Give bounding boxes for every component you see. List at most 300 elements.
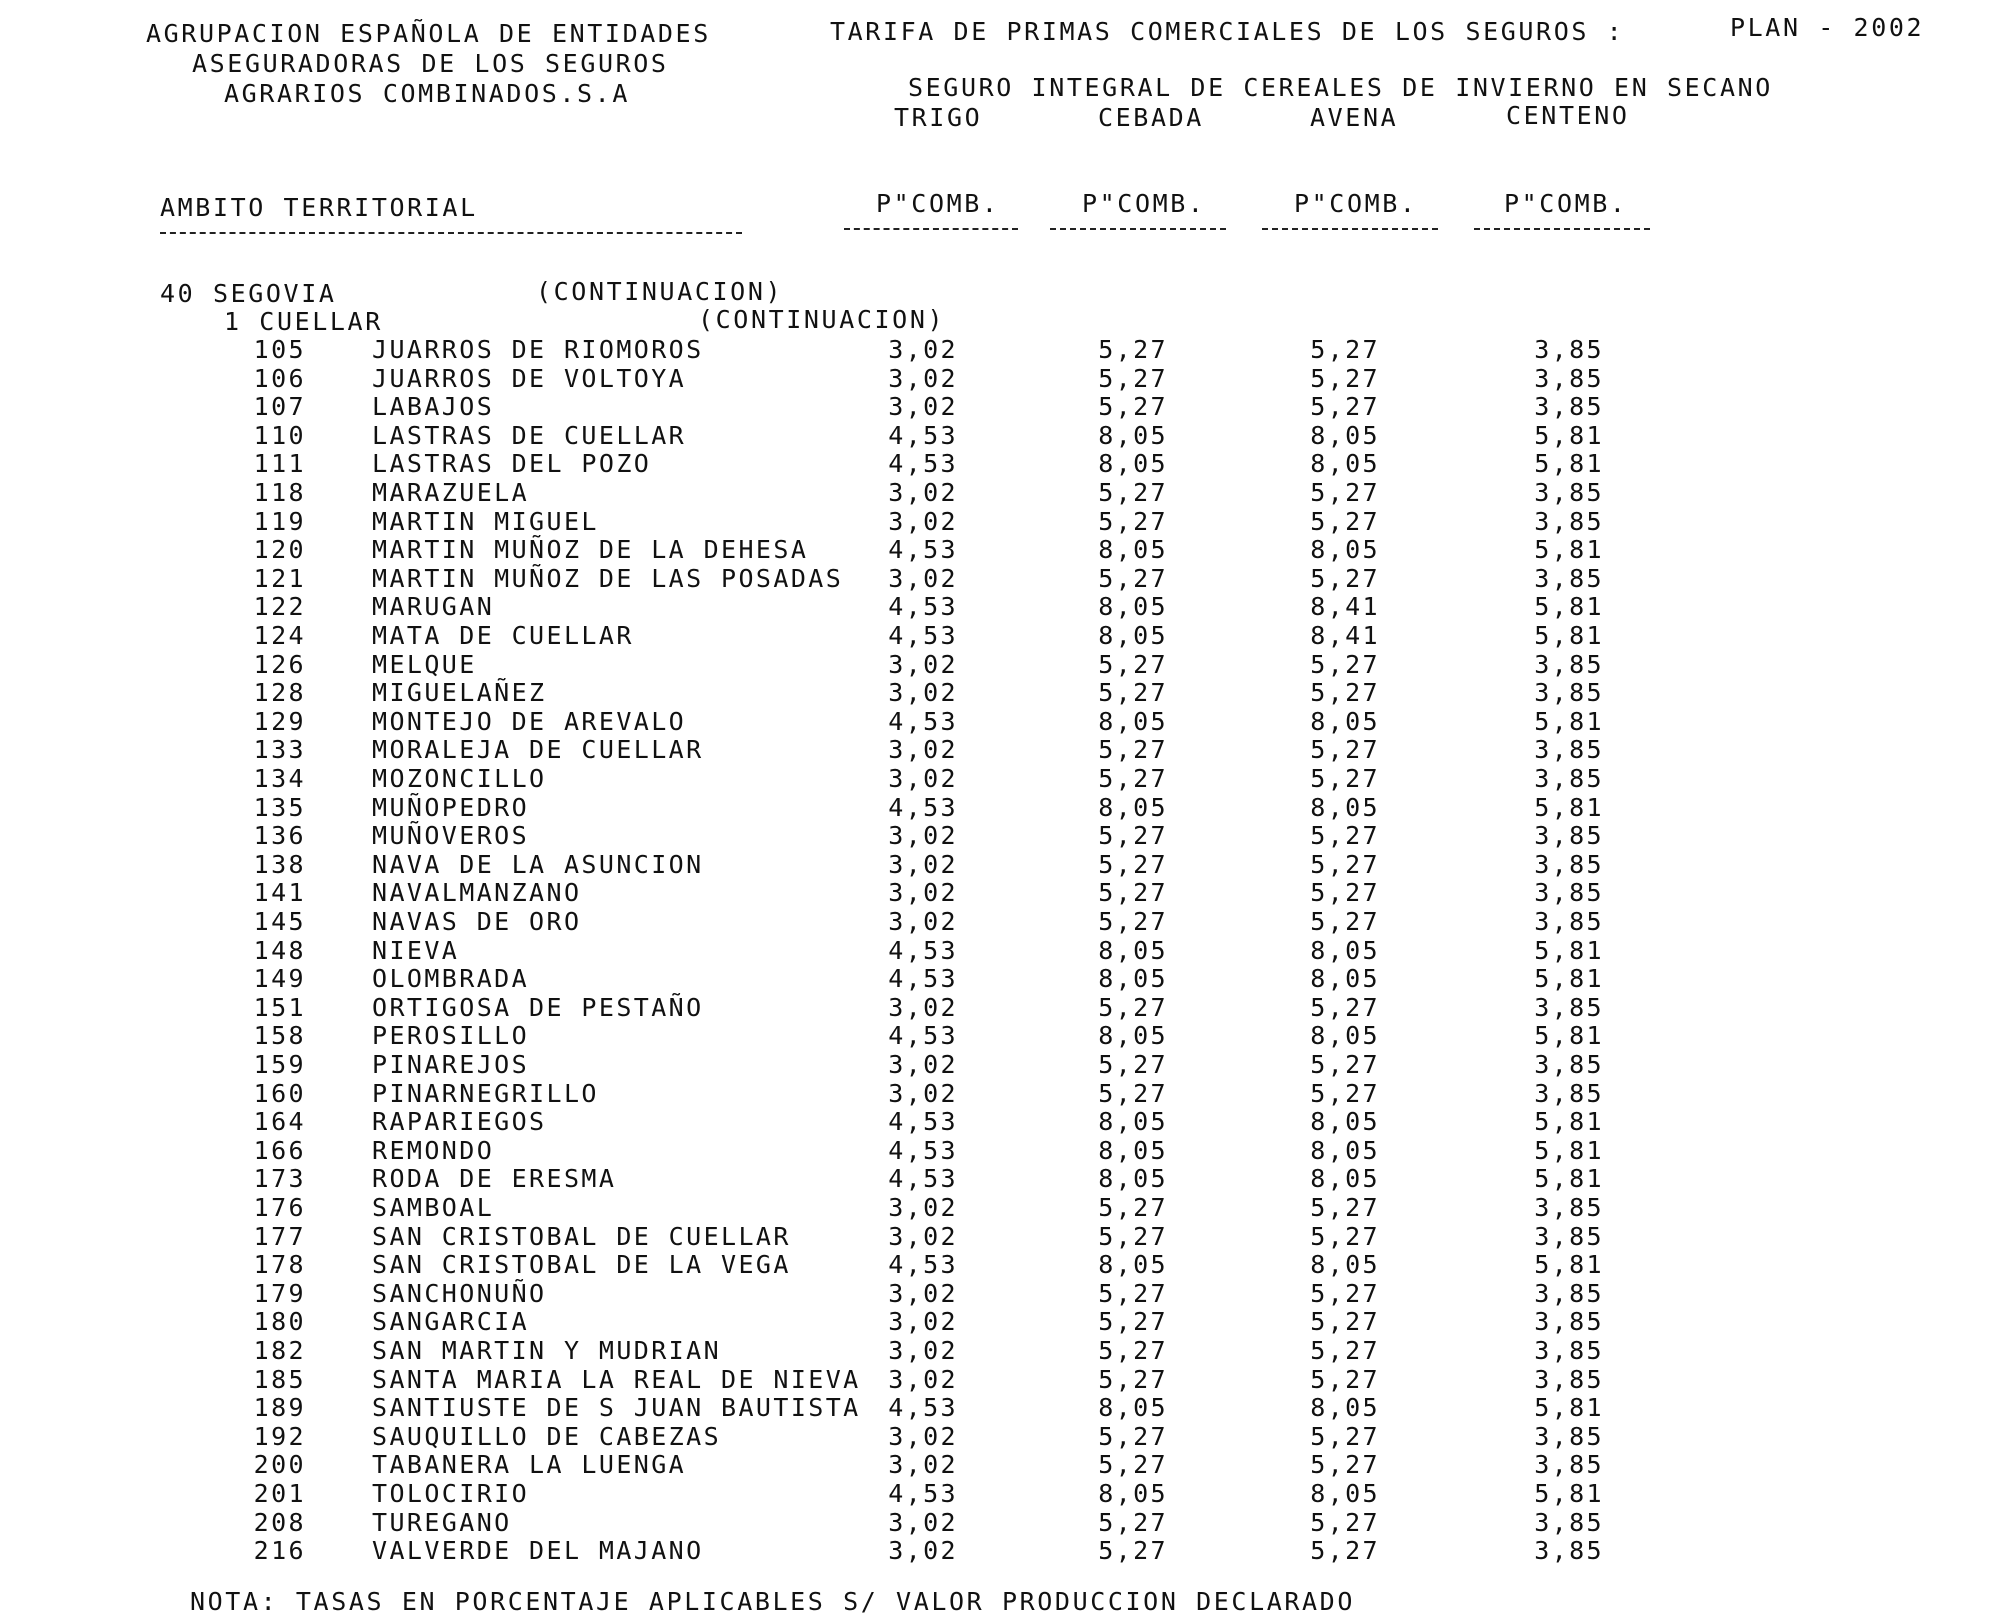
rate-centeno: 5,81	[1534, 535, 1604, 565]
rate-avena: 8,05	[1310, 792, 1380, 822]
rate-cebada: 8,05	[1098, 792, 1168, 822]
rate-trigo: 4,53	[888, 1164, 958, 1194]
rate-avena: 5,27	[1310, 1450, 1380, 1480]
rate-trigo: 3,02	[888, 1507, 958, 1537]
rate-avena: 5,27	[1310, 478, 1380, 507]
rate-centeno: 5,81	[1534, 1393, 1604, 1423]
rate-avena: 5,27	[1310, 392, 1380, 422]
rate-centeno: 5,81	[1534, 621, 1604, 650]
rate-centeno: 5,81	[1534, 1479, 1604, 1508]
tarifa-title: TARIFA DE PRIMAS COMERCIALES DE LOS SEGUROS :	[830, 17, 1625, 46]
rate-trigo: 4,53	[888, 449, 958, 479]
rate-centeno: 3,85	[1534, 363, 1604, 393]
rate-centeno: 3,85	[1534, 1421, 1604, 1451]
municipality-code: 173	[253, 1164, 306, 1194]
rate-cebada: 8,05	[1098, 706, 1168, 736]
municipality-code: 110	[253, 420, 306, 450]
municipality-name: VALVERDE DEL MAJANO	[372, 1536, 704, 1566]
rate-cebada: 5,27	[1098, 506, 1168, 536]
rate-trigo: 4,53	[888, 1250, 958, 1280]
municipality-code: 118	[253, 478, 306, 507]
rate-avena: 5,27	[1310, 1364, 1380, 1394]
rate-trigo: 3,02	[888, 1450, 958, 1480]
table-row	[0, 794, 2000, 823]
rate-cebada: 5,27	[1098, 1193, 1168, 1222]
ambito-header: AMBITO TERRITORIAL	[160, 193, 478, 222]
table-row	[0, 1223, 2000, 1252]
rate-cebada: 8,05	[1098, 535, 1168, 565]
municipality-code: 185	[253, 1364, 306, 1394]
crop-trigo: TRIGO	[894, 103, 983, 132]
municipality-name: NAVAS DE ORO	[372, 907, 582, 936]
rate-avena: 5,27	[1310, 335, 1380, 364]
rate-centeno: 3,85	[1534, 849, 1604, 879]
municipality-name: RAPARIEGOS	[372, 1107, 547, 1137]
municipality-code: 164	[253, 1107, 306, 1137]
rate-cebada: 5,27	[1098, 1364, 1168, 1394]
municipality-name: MUÑOPEDRO	[372, 792, 530, 822]
rate-centeno: 5,81	[1534, 792, 1604, 822]
rate-avena: 8,05	[1310, 1164, 1380, 1194]
municipality-name: JUARROS DE VOLTOYA	[372, 363, 687, 393]
rate-trigo: 3,02	[888, 649, 958, 679]
rate-avena: 8,05	[1310, 706, 1380, 736]
municipality-code: 160	[253, 1078, 306, 1108]
rate-cebada: 8,05	[1098, 420, 1168, 450]
rate-centeno: 3,85	[1534, 678, 1604, 708]
rate-centeno: 3,85	[1534, 1336, 1604, 1365]
rate-trigo: 4,53	[888, 706, 958, 736]
rate-avena: 5,27	[1310, 1193, 1380, 1222]
municipality-code: 120	[253, 535, 306, 565]
rate-trigo: 3,02	[888, 1336, 958, 1365]
municipality-code: 122	[253, 592, 306, 622]
rate-cebada: 8,05	[1098, 1479, 1168, 1508]
rate-trigo: 4,53	[888, 1135, 958, 1165]
plan-label: PLAN - 2002	[1730, 13, 1925, 42]
rate-cebada: 5,27	[1098, 678, 1168, 708]
pcomb-header-trigo: P"COMB.	[876, 189, 1000, 218]
municipality-code: 126	[253, 649, 306, 679]
municipality-name: TOLOCIRIO	[372, 1479, 530, 1508]
table-row	[0, 1051, 2000, 1080]
rate-avena: 8,05	[1310, 535, 1380, 565]
table-row	[0, 1165, 2000, 1194]
table-row	[0, 822, 2000, 851]
municipality-code: 201	[253, 1479, 306, 1508]
table-row	[0, 336, 2000, 365]
rate-cebada: 5,27	[1098, 821, 1168, 851]
rate-trigo: 4,53	[888, 935, 958, 965]
rate-avena: 5,27	[1310, 735, 1380, 765]
municipality-code: 133	[253, 735, 306, 765]
municipality-code: 179	[253, 1278, 306, 1308]
municipality-name: REMONDO	[372, 1135, 495, 1165]
rate-avena: 8,41	[1310, 621, 1380, 650]
municipality-code: 121	[253, 563, 306, 593]
rate-trigo: 3,02	[888, 478, 958, 507]
rate-cebada: 8,05	[1098, 1393, 1168, 1423]
municipality-code: 136	[253, 821, 306, 851]
municipality-name: NAVA DE LA ASUNCION	[372, 849, 704, 879]
rate-centeno: 3,85	[1534, 1307, 1604, 1337]
municipality-name: LASTRAS DEL POZO	[372, 449, 652, 479]
municipality-name: PEROSILLO	[372, 1021, 530, 1051]
rate-trigo: 3,02	[888, 878, 958, 908]
rate-cebada: 5,27	[1098, 563, 1168, 593]
rate-centeno: 5,81	[1534, 1250, 1604, 1280]
table-row	[0, 450, 2000, 479]
rate-centeno: 5,81	[1534, 1164, 1604, 1194]
province-label: 40 SEGOVIA	[160, 279, 337, 308]
table-row	[0, 422, 2000, 451]
rate-avena: 5,27	[1310, 849, 1380, 879]
rate-trigo: 3,02	[888, 992, 958, 1022]
rate-avena: 5,27	[1310, 678, 1380, 708]
rate-cebada: 5,27	[1098, 878, 1168, 908]
rate-centeno: 3,85	[1534, 907, 1604, 936]
province-continuation: (CONTINUACION)	[536, 277, 784, 306]
rate-cebada: 5,27	[1098, 1536, 1168, 1566]
rate-avena: 8,05	[1310, 1393, 1380, 1423]
rate-avena: 8,05	[1310, 449, 1380, 479]
municipality-name: TABANERA LA LUENGA	[372, 1450, 687, 1480]
table-row	[0, 1451, 2000, 1480]
rate-centeno: 3,85	[1534, 335, 1604, 364]
rate-centeno: 5,81	[1534, 420, 1604, 450]
municipality-code: 107	[253, 392, 306, 422]
municipality-code: 141	[253, 878, 306, 908]
rate-avena: 5,27	[1310, 1221, 1380, 1251]
rate-cebada: 8,05	[1098, 1250, 1168, 1280]
municipality-name: MELQUE	[372, 649, 477, 679]
rate-centeno: 3,85	[1534, 1193, 1604, 1222]
crop-avena: AVENA	[1310, 103, 1399, 132]
municipality-name: PINARNEGRILLO	[372, 1078, 599, 1108]
rate-centeno: 3,85	[1534, 1450, 1604, 1480]
rate-trigo: 3,02	[888, 363, 958, 393]
municipality-name: MARTIN MUÑOZ DE LAS POSADAS	[372, 563, 844, 593]
municipality-name: MIGUELAÑEZ	[372, 678, 547, 708]
rate-trigo: 3,02	[888, 506, 958, 536]
rate-trigo: 3,02	[888, 735, 958, 765]
municipality-code: 176	[253, 1193, 306, 1222]
rate-centeno: 5,81	[1534, 1135, 1604, 1165]
rate-centeno: 3,85	[1534, 1507, 1604, 1537]
pcomb-underline-cebada	[1050, 228, 1226, 230]
rate-trigo: 4,53	[888, 621, 958, 650]
table-row	[0, 593, 2000, 622]
table-row	[0, 937, 2000, 966]
table-row	[0, 708, 2000, 737]
rate-cebada: 5,27	[1098, 1450, 1168, 1480]
rate-centeno: 3,85	[1534, 1221, 1604, 1251]
table-row	[0, 679, 2000, 708]
rate-centeno: 3,85	[1534, 563, 1604, 593]
rate-cebada: 5,27	[1098, 1078, 1168, 1108]
rate-centeno: 3,85	[1534, 1536, 1604, 1566]
municipality-name: SANCHONUÑO	[372, 1278, 547, 1308]
rate-avena: 5,27	[1310, 563, 1380, 593]
table-row	[0, 393, 2000, 422]
table-row	[0, 1308, 2000, 1337]
rate-trigo: 3,02	[888, 1221, 958, 1251]
rate-avena: 5,27	[1310, 1278, 1380, 1308]
municipality-code: 128	[253, 678, 306, 708]
rate-avena: 8,05	[1310, 1021, 1380, 1051]
rate-cebada: 8,05	[1098, 1021, 1168, 1051]
table-row	[0, 1509, 2000, 1538]
rate-cebada: 5,27	[1098, 363, 1168, 393]
rate-cebada: 5,27	[1098, 649, 1168, 679]
rate-avena: 5,27	[1310, 1421, 1380, 1451]
pcomb-underline-trigo	[844, 228, 1018, 230]
seguro-title: SEGURO INTEGRAL DE CEREALES DE INVIERNO EN SECANO	[908, 73, 1773, 102]
rate-trigo: 4,53	[888, 1107, 958, 1137]
municipality-name: SAN CRISTOBAL DE LA VEGA	[372, 1250, 791, 1280]
rate-centeno: 3,85	[1534, 1364, 1604, 1394]
rate-cebada: 5,27	[1098, 1307, 1168, 1337]
table-row	[0, 651, 2000, 680]
municipality-code: 182	[253, 1336, 306, 1365]
rate-centeno: 3,85	[1534, 1078, 1604, 1108]
rate-avena: 5,27	[1310, 992, 1380, 1022]
rate-avena: 5,27	[1310, 506, 1380, 536]
table-row	[0, 851, 2000, 880]
rate-centeno: 5,81	[1534, 1107, 1604, 1137]
rate-centeno: 3,85	[1534, 735, 1604, 765]
rate-trigo: 3,02	[888, 1278, 958, 1308]
crop-centeno: CENTENO	[1506, 101, 1630, 130]
rate-trigo: 3,02	[888, 821, 958, 851]
municipality-name: LABAJOS	[372, 392, 495, 422]
rate-cebada: 5,27	[1098, 992, 1168, 1022]
municipality-code: 159	[253, 1050, 306, 1079]
municipality-name: OLOMBRADA	[372, 964, 530, 994]
table-row	[0, 1423, 2000, 1452]
pcomb-header-centeno: P"COMB.	[1504, 189, 1628, 218]
rate-cebada: 8,05	[1098, 621, 1168, 650]
rate-trigo: 4,53	[888, 420, 958, 450]
rate-cebada: 5,27	[1098, 335, 1168, 364]
municipality-code: 149	[253, 964, 306, 994]
rate-cebada: 5,27	[1098, 907, 1168, 936]
municipality-code: 111	[253, 449, 306, 479]
rate-centeno: 3,85	[1534, 764, 1604, 793]
table-row	[0, 879, 2000, 908]
rate-centeno: 5,81	[1534, 706, 1604, 736]
rate-cebada: 5,27	[1098, 849, 1168, 879]
rate-avena: 5,27	[1310, 1536, 1380, 1566]
rate-trigo: 3,02	[888, 1307, 958, 1337]
municipality-code: 135	[253, 792, 306, 822]
rate-centeno: 3,85	[1534, 821, 1604, 851]
rate-cebada: 8,05	[1098, 935, 1168, 965]
municipality-name: MATA DE CUELLAR	[372, 621, 634, 650]
municipality-code: 158	[253, 1021, 306, 1051]
rate-centeno: 3,85	[1534, 992, 1604, 1022]
rate-trigo: 4,53	[888, 535, 958, 565]
rate-centeno: 3,85	[1534, 649, 1604, 679]
municipality-code: 105	[253, 335, 306, 364]
municipality-name: NAVALMANZANO	[372, 878, 582, 908]
rate-trigo: 3,02	[888, 335, 958, 364]
rate-avena: 5,27	[1310, 649, 1380, 679]
rate-cebada: 5,27	[1098, 764, 1168, 793]
pcomb-underline-avena	[1262, 228, 1438, 230]
rate-cebada: 8,05	[1098, 1164, 1168, 1194]
rate-trigo: 3,02	[888, 764, 958, 793]
rate-trigo: 4,53	[888, 964, 958, 994]
municipality-code: 134	[253, 764, 306, 793]
table-row	[0, 508, 2000, 537]
rate-trigo: 3,02	[888, 1193, 958, 1222]
municipality-name: MOZONCILLO	[372, 764, 547, 793]
table-row	[0, 1537, 2000, 1566]
municipality-code: 192	[253, 1421, 306, 1451]
rate-centeno: 3,85	[1534, 1278, 1604, 1308]
rate-trigo: 4,53	[888, 592, 958, 622]
rate-avena: 8,41	[1310, 592, 1380, 622]
rate-avena: 5,27	[1310, 1307, 1380, 1337]
municipality-code: 189	[253, 1393, 306, 1423]
table-row	[0, 565, 2000, 594]
rate-centeno: 5,81	[1534, 935, 1604, 965]
table-row	[0, 365, 2000, 394]
municipality-code: 129	[253, 706, 306, 736]
rate-avena: 5,27	[1310, 1050, 1380, 1079]
org-line-3: AGRARIOS COMBINADOS.S.A	[224, 79, 630, 108]
rate-trigo: 3,02	[888, 392, 958, 422]
municipality-name: LASTRAS DE CUELLAR	[372, 420, 687, 450]
table-row	[0, 1022, 2000, 1051]
rate-centeno: 3,85	[1534, 478, 1604, 507]
municipality-name: SAN CRISTOBAL DE CUELLAR	[372, 1221, 791, 1251]
municipality-name: RODA DE ERESMA	[372, 1164, 617, 1194]
municipality-code: 138	[253, 849, 306, 879]
rate-avena: 5,27	[1310, 764, 1380, 793]
org-line-1: AGRUPACION ESPAÑOLA DE ENTIDADES	[146, 19, 711, 48]
municipality-name: ORTIGOSA DE PESTAÑO	[372, 992, 704, 1022]
table-row	[0, 622, 2000, 651]
rate-trigo: 3,02	[888, 1536, 958, 1566]
rate-centeno: 5,81	[1534, 1021, 1604, 1051]
rate-trigo: 3,02	[888, 1364, 958, 1394]
municipality-code: 119	[253, 506, 306, 536]
municipality-code: 178	[253, 1250, 306, 1280]
rate-centeno: 5,81	[1534, 449, 1604, 479]
rate-avena: 8,05	[1310, 420, 1380, 450]
rate-cebada: 5,27	[1098, 392, 1168, 422]
municipality-name: SANTIUSTE DE S JUAN BAUTISTA	[372, 1393, 861, 1423]
rate-trigo: 4,53	[888, 1479, 958, 1508]
table-row	[0, 908, 2000, 937]
rate-avena: 5,27	[1310, 1507, 1380, 1537]
rate-avena: 8,05	[1310, 1250, 1380, 1280]
rate-trigo: 3,02	[888, 1421, 958, 1451]
rate-avena: 5,27	[1310, 821, 1380, 851]
municipality-name: PINAREJOS	[372, 1050, 530, 1079]
rate-trigo: 3,02	[888, 907, 958, 936]
municipality-name: SANTA MARIA LA REAL DE NIEVA	[372, 1364, 861, 1394]
table-row	[0, 1108, 2000, 1137]
rate-avena: 8,05	[1310, 964, 1380, 994]
rate-centeno: 3,85	[1534, 506, 1604, 536]
municipality-code: 151	[253, 992, 306, 1022]
table-row	[0, 1251, 2000, 1280]
rate-avena: 5,27	[1310, 1078, 1380, 1108]
rate-trigo: 3,02	[888, 1078, 958, 1108]
municipality-name: MONTEJO DE AREVALO	[372, 706, 687, 736]
rate-trigo: 3,02	[888, 849, 958, 879]
comarca-continuation: (CONTINUACION)	[698, 305, 946, 334]
table-row	[0, 1080, 2000, 1109]
municipality-name: MORALEJA DE CUELLAR	[372, 735, 704, 765]
municipality-name: MARTIN MIGUEL	[372, 506, 599, 536]
rate-trigo: 3,02	[888, 678, 958, 708]
rate-cebada: 5,27	[1098, 1336, 1168, 1365]
table-row	[0, 736, 2000, 765]
rate-avena: 5,27	[1310, 878, 1380, 908]
municipality-code: 216	[253, 1536, 306, 1566]
rate-centeno: 5,81	[1534, 964, 1604, 994]
table-row	[0, 1480, 2000, 1509]
rate-avena: 8,05	[1310, 1107, 1380, 1137]
rate-cebada: 5,27	[1098, 1507, 1168, 1537]
rate-trigo: 3,02	[888, 1050, 958, 1079]
table-row	[0, 1137, 2000, 1166]
municipality-code: 124	[253, 621, 306, 650]
rate-centeno: 5,81	[1534, 592, 1604, 622]
table-row	[0, 536, 2000, 565]
municipality-code: 208	[253, 1507, 306, 1537]
rate-avena: 8,05	[1310, 935, 1380, 965]
municipality-name: MARUGAN	[372, 592, 495, 622]
table-row	[0, 1337, 2000, 1366]
rate-cebada: 5,27	[1098, 1421, 1168, 1451]
rate-cebada: 5,27	[1098, 1278, 1168, 1308]
rate-cebada: 8,05	[1098, 1135, 1168, 1165]
rate-centeno: 3,85	[1534, 1050, 1604, 1079]
rate-trigo: 4,53	[888, 1393, 958, 1423]
rate-cebada: 5,27	[1098, 478, 1168, 507]
rate-trigo: 4,53	[888, 1021, 958, 1051]
municipality-name: TUREGANO	[372, 1507, 512, 1537]
municipality-name: SAMBOAL	[372, 1193, 495, 1222]
rate-cebada: 5,27	[1098, 1050, 1168, 1079]
municipality-code: 180	[253, 1307, 306, 1337]
rate-cebada: 5,27	[1098, 1221, 1168, 1251]
municipality-name: NIEVA	[372, 935, 460, 965]
nota-footnote: NOTA: TASAS EN PORCENTAJE APLICABLES S/ VALOR PRODUCCION DECLARADO	[190, 1587, 1355, 1616]
pcomb-underline-centeno	[1474, 228, 1650, 230]
table-row	[0, 994, 2000, 1023]
municipality-name: MARTIN MUÑOZ DE LA DEHESA	[372, 535, 809, 565]
municipality-name: JUARROS DE RIOMOROS	[372, 335, 704, 364]
rate-centeno: 3,85	[1534, 878, 1604, 908]
rate-avena: 5,27	[1310, 1336, 1380, 1365]
municipality-name: SAUQUILLO DE CABEZAS	[372, 1421, 722, 1451]
table-row	[0, 1280, 2000, 1309]
municipality-name: SAN MARTIN Y MUDRIAN	[372, 1336, 722, 1365]
table-row	[0, 765, 2000, 794]
pcomb-header-cebada: P"COMB.	[1082, 189, 1206, 218]
rate-avena: 5,27	[1310, 363, 1380, 393]
table-row	[0, 1194, 2000, 1223]
rate-avena: 8,05	[1310, 1135, 1380, 1165]
municipality-code: 106	[253, 363, 306, 393]
table-row	[0, 1366, 2000, 1395]
